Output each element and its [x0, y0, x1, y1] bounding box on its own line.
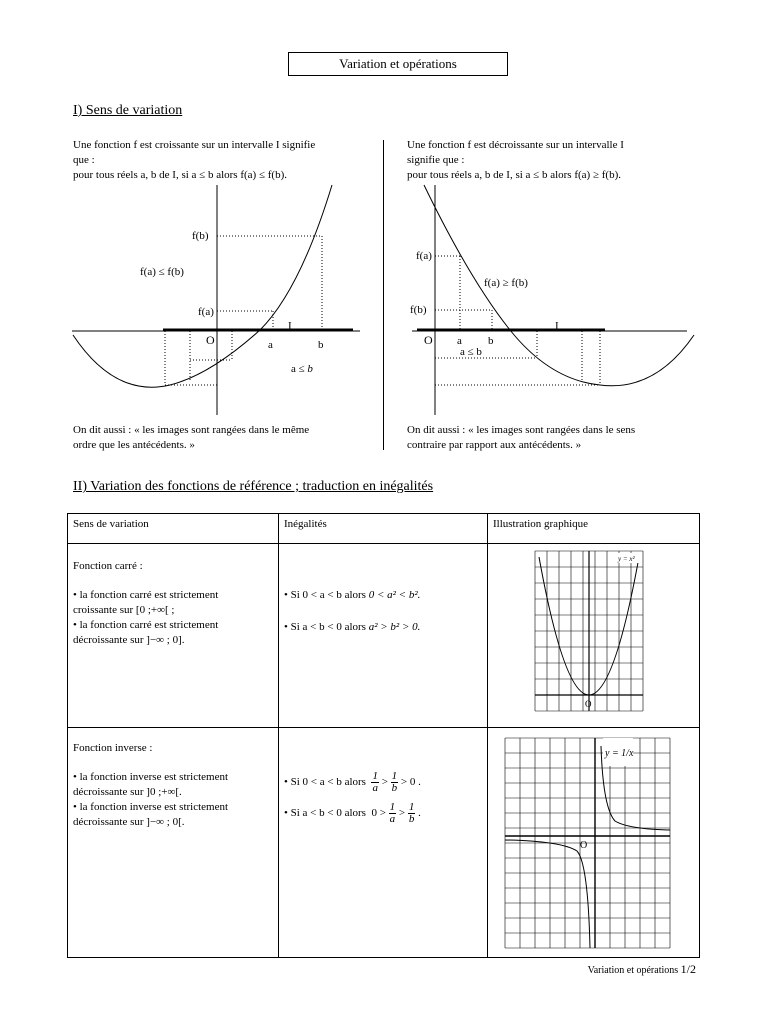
page-title: Variation et opérations — [288, 52, 508, 76]
origin-label: O — [424, 333, 433, 347]
origin-label: O — [206, 333, 215, 347]
inverse-inequalities — [279, 728, 488, 958]
carre-b1-l1: • la fonction carré est strictement — [73, 589, 219, 601]
inverse-ineq1-prefix: • Si 0 < a < b alors — [284, 776, 366, 789]
increasing-def-line1: Une fonction f est croissante sur un intervalle I signifie — [73, 139, 316, 151]
interval-label: I — [555, 320, 559, 332]
decreasing-outro-line2: contraire par rapport aux antécédents. » — [407, 439, 582, 451]
inverse-ineq1-math: $\frac{1}{a}$ > $\frac{1}{b}$ > 0 . — [372, 770, 421, 794]
inverse-function-graph — [503, 736, 683, 951]
table-row-carre — [68, 544, 700, 728]
column-divider — [383, 140, 384, 450]
decreasing-ineq-label: f(a) ≥ f(b) — [484, 277, 528, 289]
b-label: b — [318, 339, 324, 351]
decreasing-outro-line1: On dit aussi : « les images sont rangées dans le sens — [407, 424, 636, 436]
increasing-outro-line2: ordre que les antécédents. » — [73, 439, 195, 451]
a-le-b-label — [291, 363, 313, 375]
increasing-outro — [73, 423, 373, 453]
inverse-ineq2 — [284, 802, 482, 825]
inverse-b2-l2: décroissante sur ]−∞ ; 0[. — [73, 816, 185, 828]
interval-label: I — [288, 320, 292, 332]
header-inegalites: Inégalités — [279, 514, 488, 544]
a-label: a — [457, 335, 462, 347]
inverse-illustration — [488, 728, 700, 958]
b-label: b — [488, 335, 494, 347]
increasing-ineq-label: f(a) ≤ f(b) — [140, 266, 184, 278]
carre-b1-l2: croissante sur [0 ;+∞[ ; — [73, 604, 175, 616]
footer-page-number: 1/2 — [680, 962, 696, 976]
fb-label: f(b) — [192, 230, 209, 242]
decreasing-def-line3: pour tous réels a, b de I, si a ≤ b alors f(a) ≥ f(b). — [407, 169, 621, 181]
carre-inequalities — [279, 544, 488, 728]
a-le-b-b: b — [307, 363, 313, 375]
square-origin-label: O — [585, 699, 592, 709]
carre-illustration — [488, 544, 700, 728]
inverse-origin-label: O — [580, 840, 588, 851]
a-le-b-label: a ≤ b — [460, 346, 482, 358]
footer-text: Variation et opérations — [587, 965, 679, 976]
table-row-inverse — [68, 728, 700, 958]
decreasing-def-line1: Une fonction f est décroissante sur un intervalle I — [407, 139, 624, 151]
decreasing-outro — [407, 423, 707, 453]
inverse-b1-l2: décroissante sur ]0 ;+∞[. — [73, 786, 182, 798]
fa-label: f(a) — [198, 306, 214, 318]
decreasing-definition — [407, 138, 707, 183]
fa-label: f(a) — [416, 250, 432, 262]
increasing-curve — [73, 185, 332, 387]
carre-ineq2-prefix: • Si a < b < 0 alors — [284, 621, 366, 633]
fb-label: f(b) — [410, 304, 427, 316]
a-le-b-prefix: a ≤ — [291, 363, 308, 375]
increasing-def-line2: que : — [73, 154, 95, 166]
header-illustration: Illustration graphique — [488, 514, 700, 544]
inverse-description — [68, 728, 279, 958]
reference-functions-table — [67, 513, 700, 958]
hyperbola-left-branch — [505, 840, 590, 948]
carre-ineq1 — [284, 588, 482, 603]
section2-heading: II) Variation des fonctions de référence ; traduction en inégalités — [73, 479, 434, 494]
inverse-function-label: y = 1/x — [605, 748, 634, 759]
inverse-b1-l1: • la fonction inverse est strictement — [73, 771, 229, 783]
square-function-graph — [533, 549, 653, 714]
carre-ineq1-prefix: • Si 0 < a < b alors — [284, 589, 366, 601]
inverse-title: Fonction inverse : — [73, 742, 153, 754]
inverse-ineq2-prefix: • Si a < b < 0 alors — [284, 807, 366, 820]
header-sens: Sens de variation — [68, 514, 279, 544]
increasing-graph — [60, 180, 380, 420]
inverse-ineq1 — [284, 771, 482, 794]
page-footer — [588, 962, 696, 977]
a-label: a — [268, 339, 273, 351]
table-header-row — [68, 514, 700, 544]
decreasing-graph — [400, 180, 700, 420]
decreasing-def-line2: signifie que : — [407, 154, 465, 166]
carre-ineq1-math: 0 < a² < b². — [368, 589, 421, 601]
carre-ineq2 — [284, 620, 482, 635]
section1-heading: I) Sens de variation — [73, 103, 183, 118]
carre-description — [68, 544, 279, 728]
inverse-b2-l1: • la fonction inverse est strictement — [73, 801, 229, 813]
increasing-outro-line1: On dit aussi : « les images sont rangées dans le même — [73, 424, 310, 436]
carre-b2-l1: • la fonction carré est strictement — [73, 619, 219, 631]
carre-title: Fonction carré : — [73, 560, 143, 572]
square-function-label: y = x² — [618, 555, 635, 563]
increasing-definition — [73, 138, 373, 183]
increasing-def-line3: pour tous réels a, b de I, si a ≤ b alors f(a) ≤ f(b). — [73, 169, 287, 181]
carre-b2-l2: décroissante sur ]−∞ ; 0]. — [73, 634, 185, 646]
carre-ineq2-math: a² > b² > 0. — [368, 621, 421, 633]
inverse-ineq2-math: 0 > $\frac{1}{a}$ > $\frac{1}{b}$ . — [368, 801, 421, 825]
